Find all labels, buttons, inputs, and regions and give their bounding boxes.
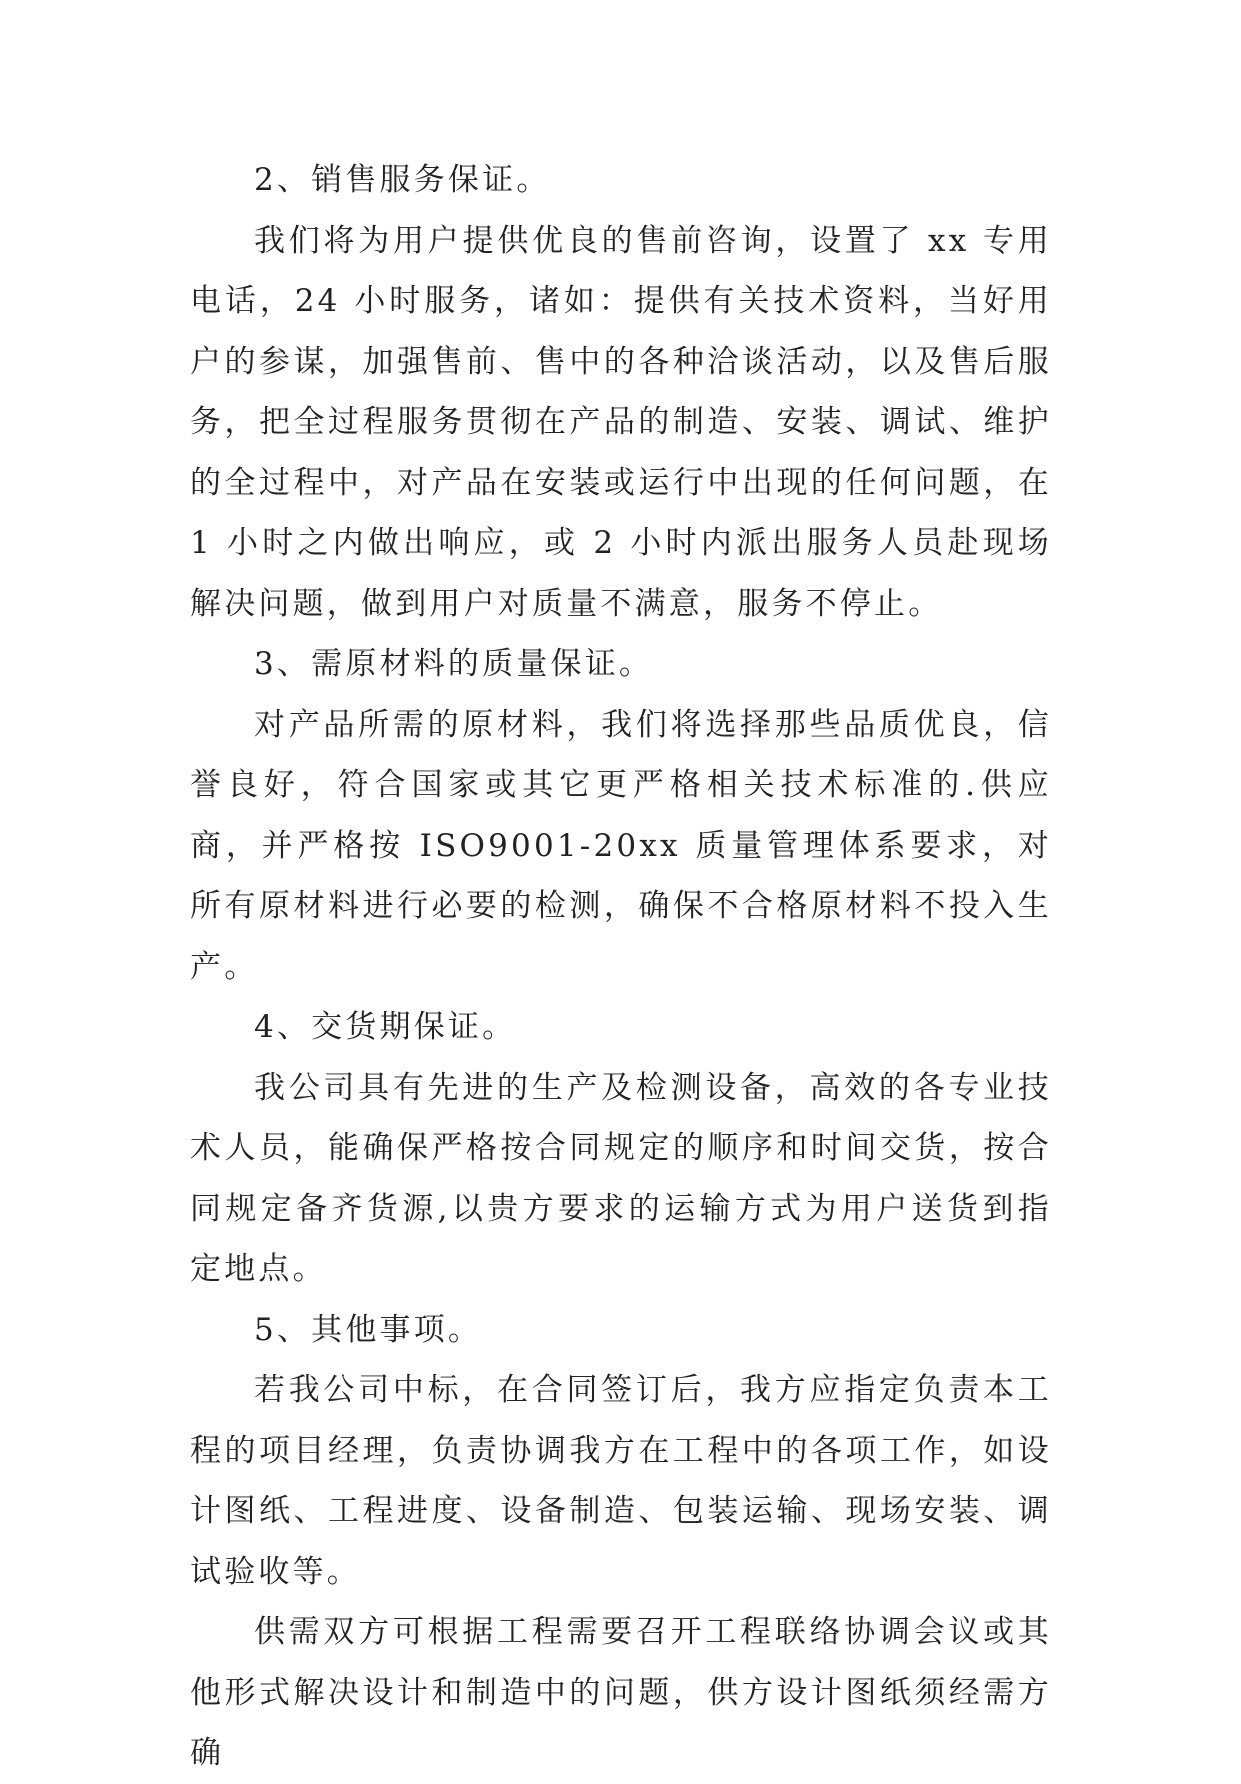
section-heading-delivery: 4、交货期保证。 [254,1009,517,1045]
document-body [190,150,1052,1784]
paragraph-coordination-meeting: 供需双方可根据工程需要召开工程联络协调会议或其他形式解决设计和制造中的问题，供方设计图纸须经需方确 [190,1614,1052,1771]
section-heading-sales-service: 2、销售服务保证。 [254,162,551,198]
paragraph-other-matters: 若我公司中标，在合同签订后，我方应指定负责本工程的项目经理，负责协调我方在工程中的各项工作，如设计图纸、工程进度、设备制造、包装运输、现场安装、调试验收等。 [190,1372,1052,1590]
paragraph-raw-material-quality: 对产品所需的原材料，我们将选择那些品质优良，信誉良好，符合国家或其它更严格相关技术标准的.供应商，并严格按 ISO9001-20xx 质量管理体系要求，对所有原材料进行必要的检测，确保不合格原材料不投入生产。 [190,706,1052,985]
paragraph-sales-service: 我们将为用户提供优良的售前咨询，设置了 xx 专用电话，24 小时服务，诸如：提供有关技术资料，当好用户的参谋，加强售前、售中的各种洽谈活动，以及售后服务，把全过程服务贯彻在产品的制造、安装、调试、维护的全过程中，对产品在安装或运行中出现的任何问题，在 1 小时之内做出响应，或 2 小时内派出服务人员赴现场解决问题，做到用户对质量不满意，服务不停止。 [190,222,1052,622]
section-heading-other-matters: 5、其他事项。 [254,1311,483,1348]
paragraph-delivery: 我公司具有先进的生产及检测设备，高效的各专业技术人员，能确保严格按合同规定的顺序和时间交货，按合同规定备齐货源,以贵方要求的运输方式为用户送货到指定地点。 [190,1069,1052,1287]
section-heading-raw-material-quality: 3、需原材料的质量保证。 [254,646,654,682]
